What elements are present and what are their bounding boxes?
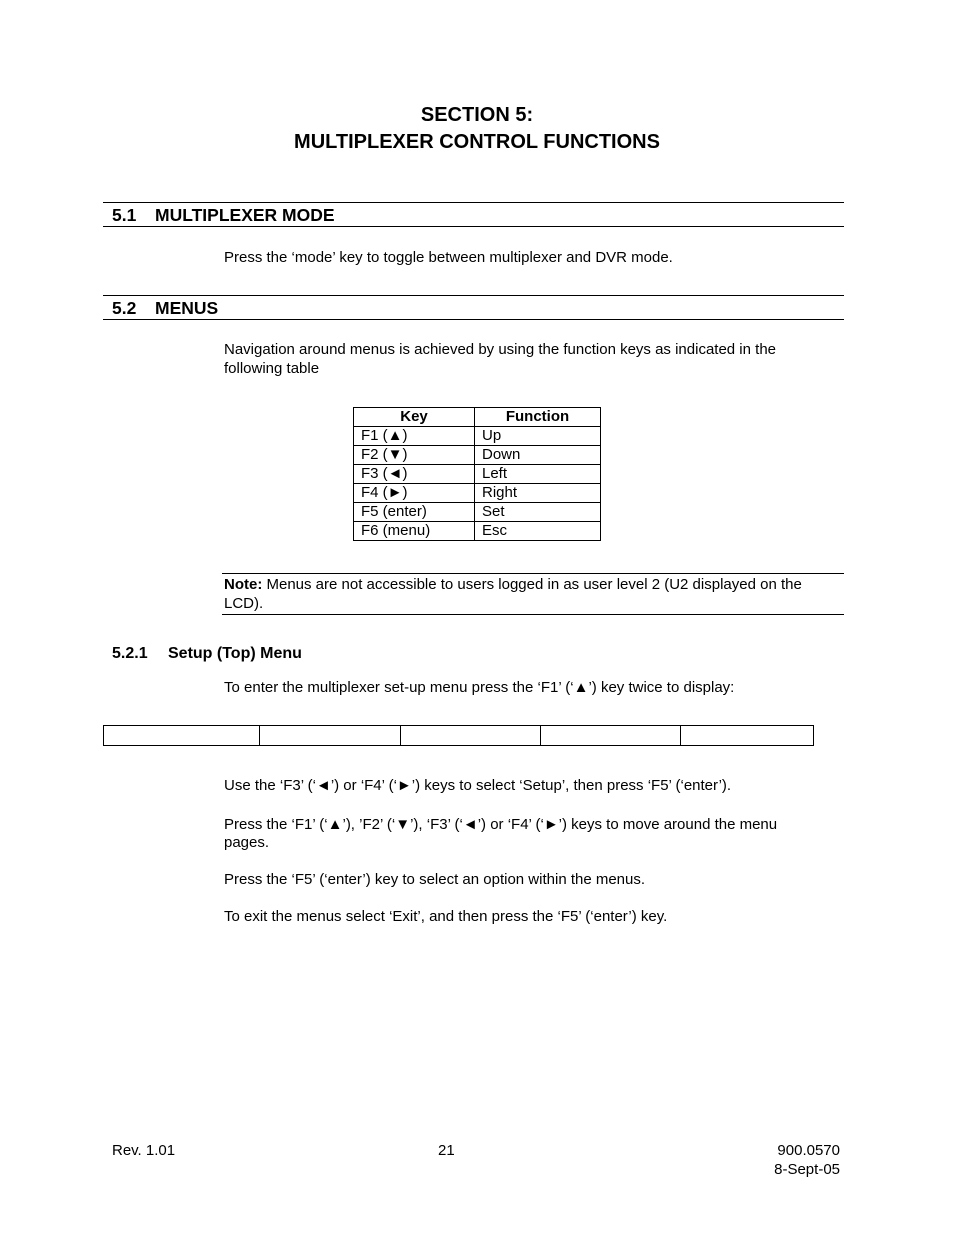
lcd-cell — [260, 726, 401, 746]
function-cell: Esc — [475, 522, 601, 541]
table-row — [354, 484, 601, 503]
paragraph-navigate-2: pages. — [224, 834, 270, 851]
section-number: 5.1 — [112, 205, 137, 225]
paragraph-exit-menu: To exit the menus select ‘Exit’, and then press the ‘F5’ (‘enter’) key. — [224, 908, 668, 925]
footer-doc-number: 900.0570 — [777, 1142, 840, 1159]
paragraph-enter-setup: To enter the multiplexer set-up menu press the ‘F1’ (‘▲’) key twice to display: — [224, 679, 735, 696]
table-row — [354, 427, 601, 446]
paragraph-navigate-1: Press the ‘F1’ (‘▲’), ’F2’ (‘▼’), ‘F3’ (‘◄’) or ‘F4’ (‘►’) keys to move around the menu — [224, 816, 778, 833]
function-cell: Left — [475, 465, 601, 484]
header-key: Key — [354, 408, 475, 427]
note-label: Note: — [224, 576, 263, 593]
lcd-display-table — [103, 725, 814, 746]
key-cell: F4 (►) — [354, 484, 475, 503]
table-row — [354, 503, 601, 522]
note-text: Menus are not accessible to users logged in as user level 2 (U2 displayed on the LCD). — [224, 576, 802, 612]
section-title: MENUS — [155, 298, 219, 318]
footer-revision: Rev. 1.01 — [112, 1142, 176, 1159]
paragraph-mode-key: Press the ‘mode’ key to toggle between multiplexer and DVR mode. — [224, 249, 673, 266]
paragraph-menus-intro-1: Navigation around menus is achieved by using the function keys as indicated in the — [224, 341, 777, 358]
section-heading-5-1 — [103, 202, 844, 227]
key-cell: F1 (▲) — [354, 427, 475, 446]
lcd-row — [104, 726, 814, 746]
paragraph-select-option: Press the ‘F5’ (‘enter’) key to select an option within the menus. — [224, 871, 646, 888]
lcd-cell — [681, 726, 814, 746]
footer-date: 8-Sept-05 — [774, 1161, 840, 1178]
subsection-number: 5.2.1 — [112, 645, 148, 662]
section-heading-5-2 — [103, 295, 844, 320]
function-cell: Right — [475, 484, 601, 503]
section-title: MULTIPLEXER MODE — [155, 205, 335, 225]
section-number: 5.2 — [112, 298, 137, 318]
footer-page-number: 21 — [438, 1142, 455, 1159]
paragraph-menus-intro-2: following table — [224, 360, 320, 377]
page-title-line-2: MULTIPLEXER CONTROL FUNCTIONS — [294, 131, 660, 153]
function-cell: Up — [475, 427, 601, 446]
subsection-title: Setup (Top) Menu — [168, 645, 302, 662]
function-key-table — [353, 407, 601, 541]
table-row — [354, 465, 601, 484]
table-row — [354, 522, 601, 541]
paragraph-select-setup: Use the ‘F3’ (‘◄’) or ‘F4’ (‘►’) keys to select ‘Setup’, then press ‘F5’ (‘enter’). — [224, 777, 732, 794]
lcd-cell — [401, 726, 541, 746]
header-function: Function — [475, 408, 601, 427]
page-title-line-1: SECTION 5: — [420, 104, 534, 126]
table-header-row — [354, 408, 601, 427]
lcd-cell — [541, 726, 681, 746]
key-cell: F2 (▼) — [354, 446, 475, 465]
key-cell: F6 (menu) — [354, 522, 475, 541]
function-cell: Set — [475, 503, 601, 522]
key-cell: F3 (◄) — [354, 465, 475, 484]
function-cell: Down — [475, 446, 601, 465]
table-row — [354, 446, 601, 465]
note-box — [222, 573, 844, 615]
key-cell: F5 (enter) — [354, 503, 475, 522]
lcd-cell — [104, 726, 260, 746]
